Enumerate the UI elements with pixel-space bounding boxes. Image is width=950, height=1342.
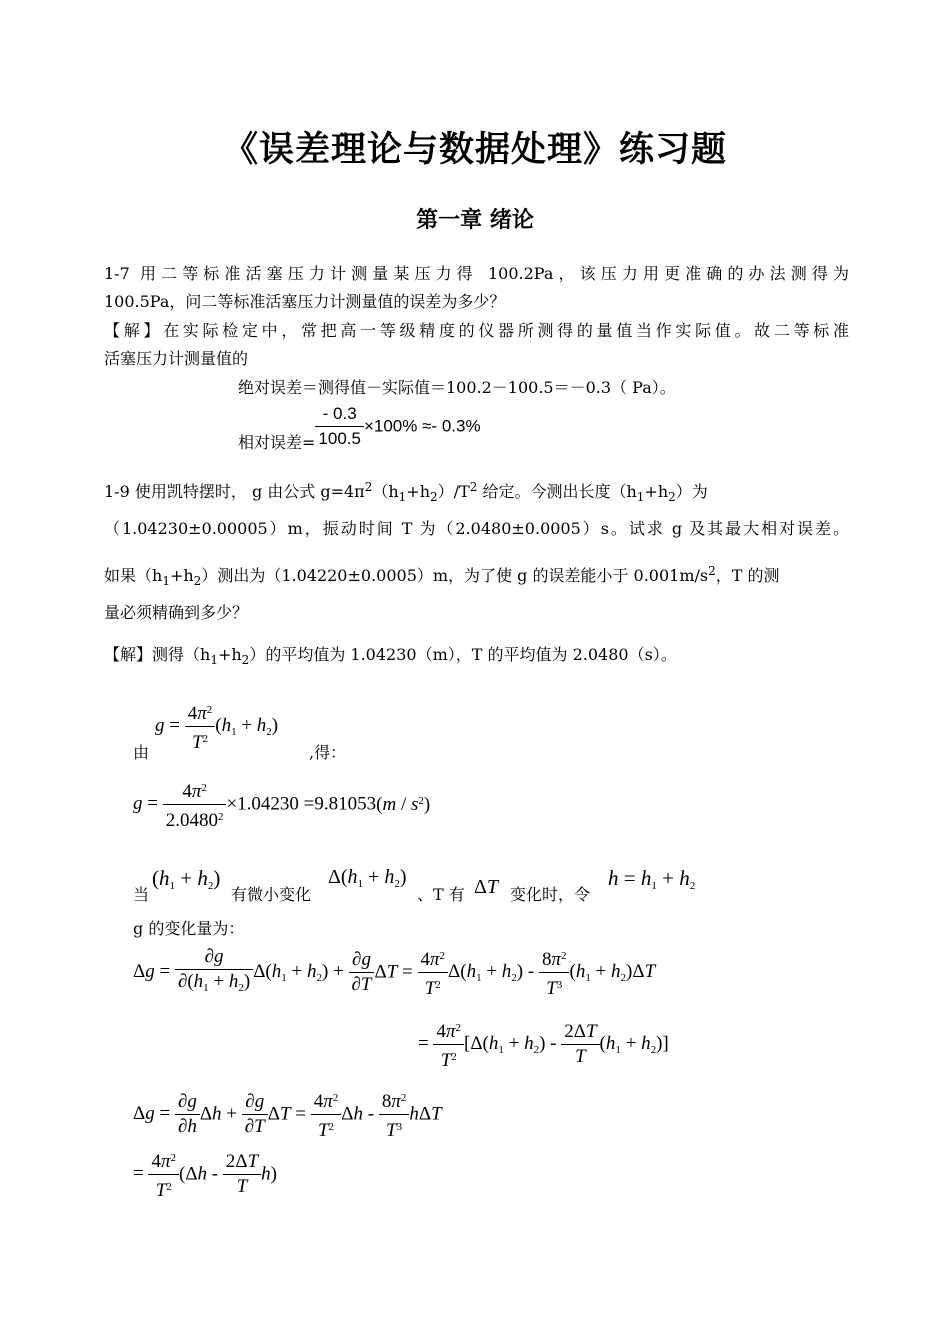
formula-g-definition: g = $\frac{4\pi^2}{T^2}$ $(h_1 + h_2)$: [155, 698, 278, 755]
relative-error-result: ×100% ≈- 0.3%: [363, 416, 481, 436]
subscript-1: 1: [636, 490, 645, 504]
subscript-1: 1: [162, 574, 170, 588]
question-1-9-line-2: （1.04230±0.00005）m，振动时间 T 为（2.0480±0.0005）s。试求 g 及其最大相对误差。: [104, 519, 849, 538]
q19-text-g: ）为: [675, 482, 708, 501]
exponent-2: 2: [364, 480, 373, 494]
q19-text-b: （h: [372, 482, 399, 501]
q19-text-l3a: 如果（h: [104, 566, 163, 585]
q19-text-e: 给定。今测出长度（h: [477, 482, 637, 501]
subscript-2: 2: [241, 653, 250, 667]
q19-text-l3c: ）测出为（1.04220±0.0005）m，为了使 g 的误差能小于 0.001m/s: [201, 566, 709, 585]
q19-sol-c: ）的平均值为 1.04230（m），T 的平均值为 2.0480（s）。: [249, 645, 677, 664]
chapter-heading: 第一章 绪论: [416, 208, 534, 233]
exponent-2: 2: [469, 480, 478, 494]
q19-text-l3b: +h: [169, 566, 194, 585]
q19-sol-a: 【解】测得（h: [104, 645, 211, 664]
formula-delta-g-3: Δg = $\frac{\partial g}{\partial h}$ Δh + $\frac{\partial g}{\partial T}$ ΔT = $\frac{4\pi^2}{T^2}$ Δh - $\frac{8\pi^2}{T^3}$ hΔT: [133, 1086, 442, 1143]
formula-g-value: g = $\frac{4\pi^2}{2.0480^2}$ $\times 1.04230 =9.81053(m / s^2)$: [133, 776, 430, 833]
question-1-9-line-3: [104, 558, 849, 594]
page-title: 《误差理论与数据处理》练习题: [222, 130, 727, 170]
relative-error-label: 相对误差=: [238, 433, 316, 452]
question-1-9-line-1: [104, 474, 849, 510]
q19-text-d: ）/T: [437, 482, 470, 501]
expr-h-sum: $(h_1 + h_2)$: [152, 866, 221, 892]
relative-error-formula: [238, 402, 481, 451]
formula-delta-g-4: = $\frac{4\pi^2}{T^2}$ (Δh - $\frac{2\Delta T}{T}$ h): [133, 1146, 277, 1203]
solution-1-9-line-1: [104, 642, 849, 673]
subscript-2: 2: [193, 574, 202, 588]
subscript-2: 2: [668, 490, 676, 504]
label-you: 由: [133, 743, 150, 762]
subscript-1: 1: [210, 653, 218, 667]
relative-error-denominator: 100.5: [318, 429, 361, 448]
absolute-error-formula: 绝对误差＝测得值－实际值＝100.2－100.5＝－0.3（ Pa）。: [238, 378, 676, 397]
solution-1-7-line-2: 活塞压力计测量值的: [104, 349, 249, 368]
q19-sol-b: +h: [217, 645, 242, 664]
q19-text-c: +h: [406, 482, 431, 501]
expr-h-definition: $h = h_1 + h_2$: [608, 866, 696, 892]
label-de: ,得：: [309, 743, 347, 762]
label-t-you: 、T 有: [417, 885, 465, 904]
formula-delta-g-1: Δg = $\frac{\partial g}{\partial(h_1 + h_2)}$ $\Delta(h_1 + h_2)$ + $\frac{\partial g}{\partial T}$ ΔT = $\frac{4\pi^2}{T^2}$ $\Delta(h_1 + h_2)$ - $\frac{8\pi^2}{T^3}$ $(h_1 + h_2)\Delta T$: [133, 946, 656, 999]
solution-1-7-line-1: 【解】在实际检定中，常把高一等级精度的仪器所测得的量值当作实际值。故二等标准: [104, 321, 849, 340]
relative-error-numerator: - 0.3: [315, 402, 364, 427]
subscript-1: 1: [398, 490, 407, 504]
question-1-7-line-1: 1-7 用二等标准活塞压力计测量某压力得 100.2Pa，该压力用更准确的办法测得为: [104, 264, 849, 283]
label-you-wei: 有微小变化: [231, 885, 312, 904]
q19-text-a: 1-9 使用凯特摆时， g 由公式 g=4π: [104, 482, 365, 501]
relative-error-fraction: [315, 402, 364, 451]
q19-text-f: +h: [644, 482, 669, 501]
g-value-text: ×1.04230 =9.81053: [226, 793, 377, 815]
q19-text-l3d: ，T 的测: [715, 566, 780, 585]
label-g-bianhua: g 的变化量为：: [133, 919, 245, 938]
exponent-2: 2: [708, 564, 716, 578]
subscript-2: 2: [430, 490, 438, 504]
question-1-7-line-2: 100.5Pa，问二等标准活塞压力计测量值的误差为多少？: [104, 292, 506, 311]
formula-delta-g-2: = $\frac{4\pi^2}{T^2}$ [$\Delta(h_1 + h_2)$ - $\frac{2\Delta T}{T}$ $(h_1 + h_2)$]: [418, 1016, 669, 1073]
label-dang: 当: [133, 885, 150, 904]
label-bianhua: 变化时，令: [510, 885, 591, 904]
expr-delta-h-sum: $\Delta(h_1 + h_2)$: [328, 866, 407, 890]
expr-delta-t: ΔT: [474, 876, 498, 898]
question-1-9-line-4: 量必须精确到多少？: [104, 603, 249, 622]
